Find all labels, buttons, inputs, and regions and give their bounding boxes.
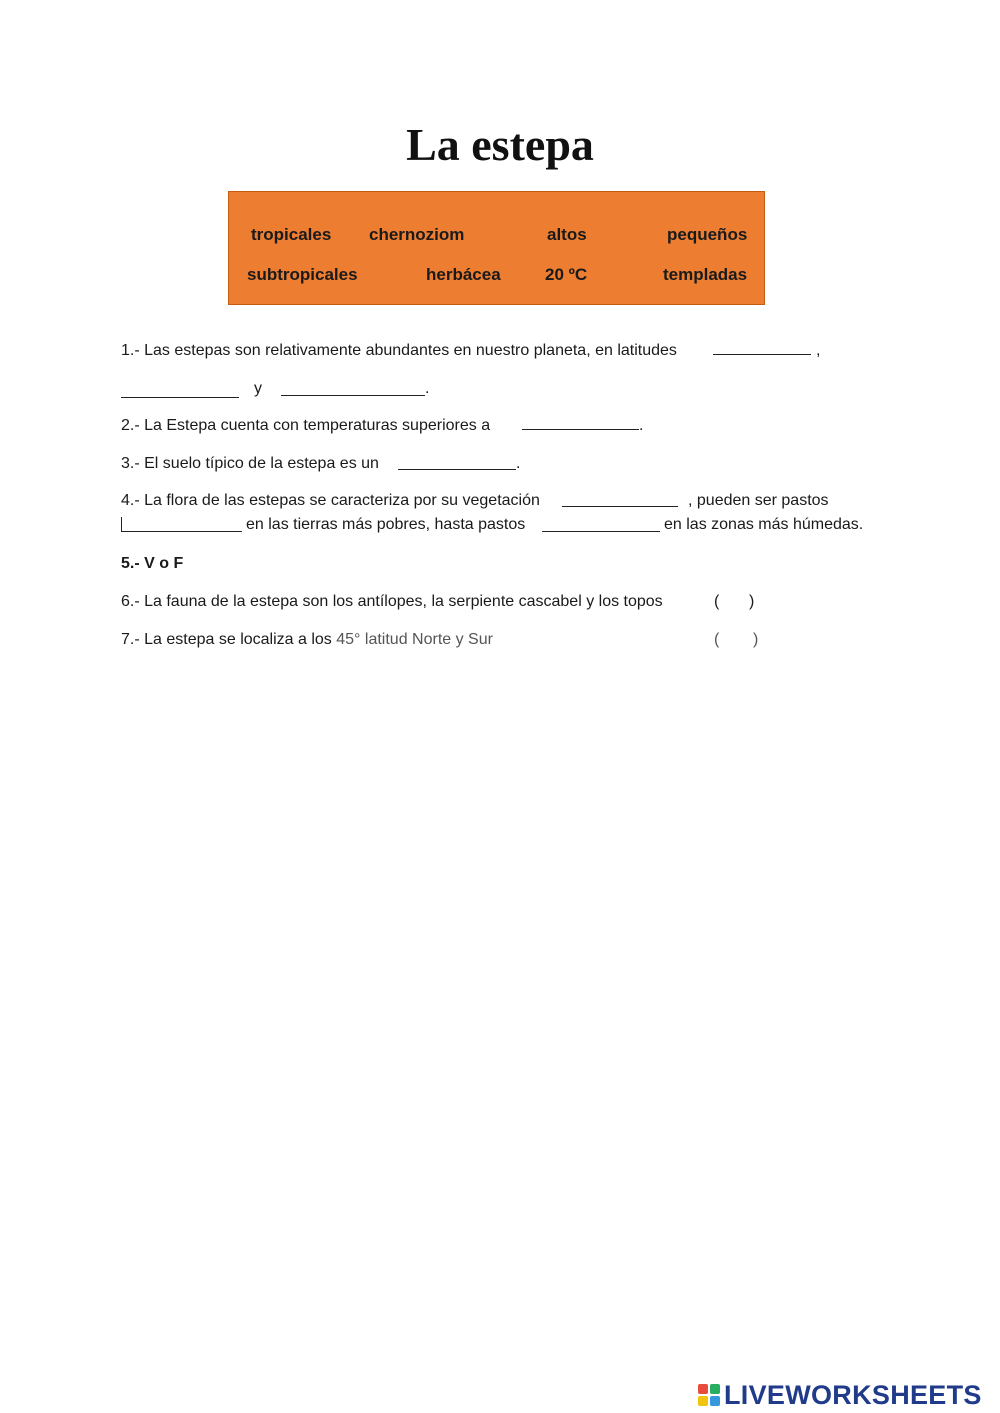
answer-blank-2[interactable] xyxy=(522,415,639,430)
question-4-text-d: en las zonas más húmedas. xyxy=(664,516,864,533)
word-bank-item: altos xyxy=(547,225,587,244)
question-4-text-c: en las tierras más pobres, hasta pastos xyxy=(246,516,526,533)
logo-squares-icon xyxy=(698,1384,720,1406)
question-2-period: . xyxy=(639,417,644,434)
answer-blank-4c[interactable] xyxy=(542,517,660,532)
answer-paren-close-6: ) xyxy=(749,593,755,610)
question-1 xyxy=(121,342,677,360)
question-7-text: 7.- La estepa se localiza a los xyxy=(121,631,332,648)
question-7-latitude: 45° latitud Norte y Sur xyxy=(336,631,493,648)
answer-blank-3[interactable] xyxy=(398,455,516,470)
word-bank xyxy=(228,191,765,305)
question-4-text-a: 4.- La flora de las estepas se caracteriza por su vegetación xyxy=(121,492,540,509)
answer-blank-4a[interactable] xyxy=(562,492,678,507)
question-2-text: 2.- La Estepa cuenta con temperaturas superiores a xyxy=(121,417,491,434)
word-bank-item: chernoziom xyxy=(369,225,465,244)
question-1-y: y xyxy=(254,380,262,397)
question-3-text: 3.- El suelo típico de la estepa es un xyxy=(121,455,379,472)
answer-blank-1a[interactable] xyxy=(713,340,811,355)
word-bank-item: pequeños xyxy=(667,225,748,244)
page-title: La estepa xyxy=(406,119,594,170)
question-1-comma: , xyxy=(816,342,821,359)
answer-box-6[interactable] xyxy=(724,592,748,612)
liveworksheets-logo xyxy=(698,1380,982,1410)
section-heading-v-o-f: 5.- V o F xyxy=(121,555,184,572)
question-7 xyxy=(121,631,493,649)
word-bank-item: tropicales xyxy=(251,225,332,244)
answer-paren-close-7: ) xyxy=(753,631,759,648)
word-bank-item: 20 ºC xyxy=(545,265,588,284)
answer-paren-open-7: ( xyxy=(714,631,720,648)
question-3-period: . xyxy=(516,455,521,472)
answer-box-7[interactable] xyxy=(724,630,748,650)
question-6-text: 6.- La fauna de la estepa son los antílopes, la serpiente cascabel y los topos xyxy=(121,593,663,610)
word-bank-item: subtropicales xyxy=(247,265,358,284)
answer-paren-open-6: ( xyxy=(714,593,720,610)
word-bank-item: templadas xyxy=(663,265,748,284)
question-1-text: 1.- Las estepas son relativamente abundantes en nuestro planeta, en latitudes xyxy=(121,342,677,359)
logo-text: LIVEWORKSHEETS xyxy=(724,1379,982,1410)
answer-blank-1c[interactable] xyxy=(281,381,425,396)
answer-blank-4b[interactable] xyxy=(121,517,242,532)
answer-blank-1b[interactable] xyxy=(121,383,239,398)
question-4-text-b: , pueden ser pastos xyxy=(688,492,829,509)
question-1-period: . xyxy=(425,380,430,397)
word-bank-item: herbácea xyxy=(426,265,501,284)
